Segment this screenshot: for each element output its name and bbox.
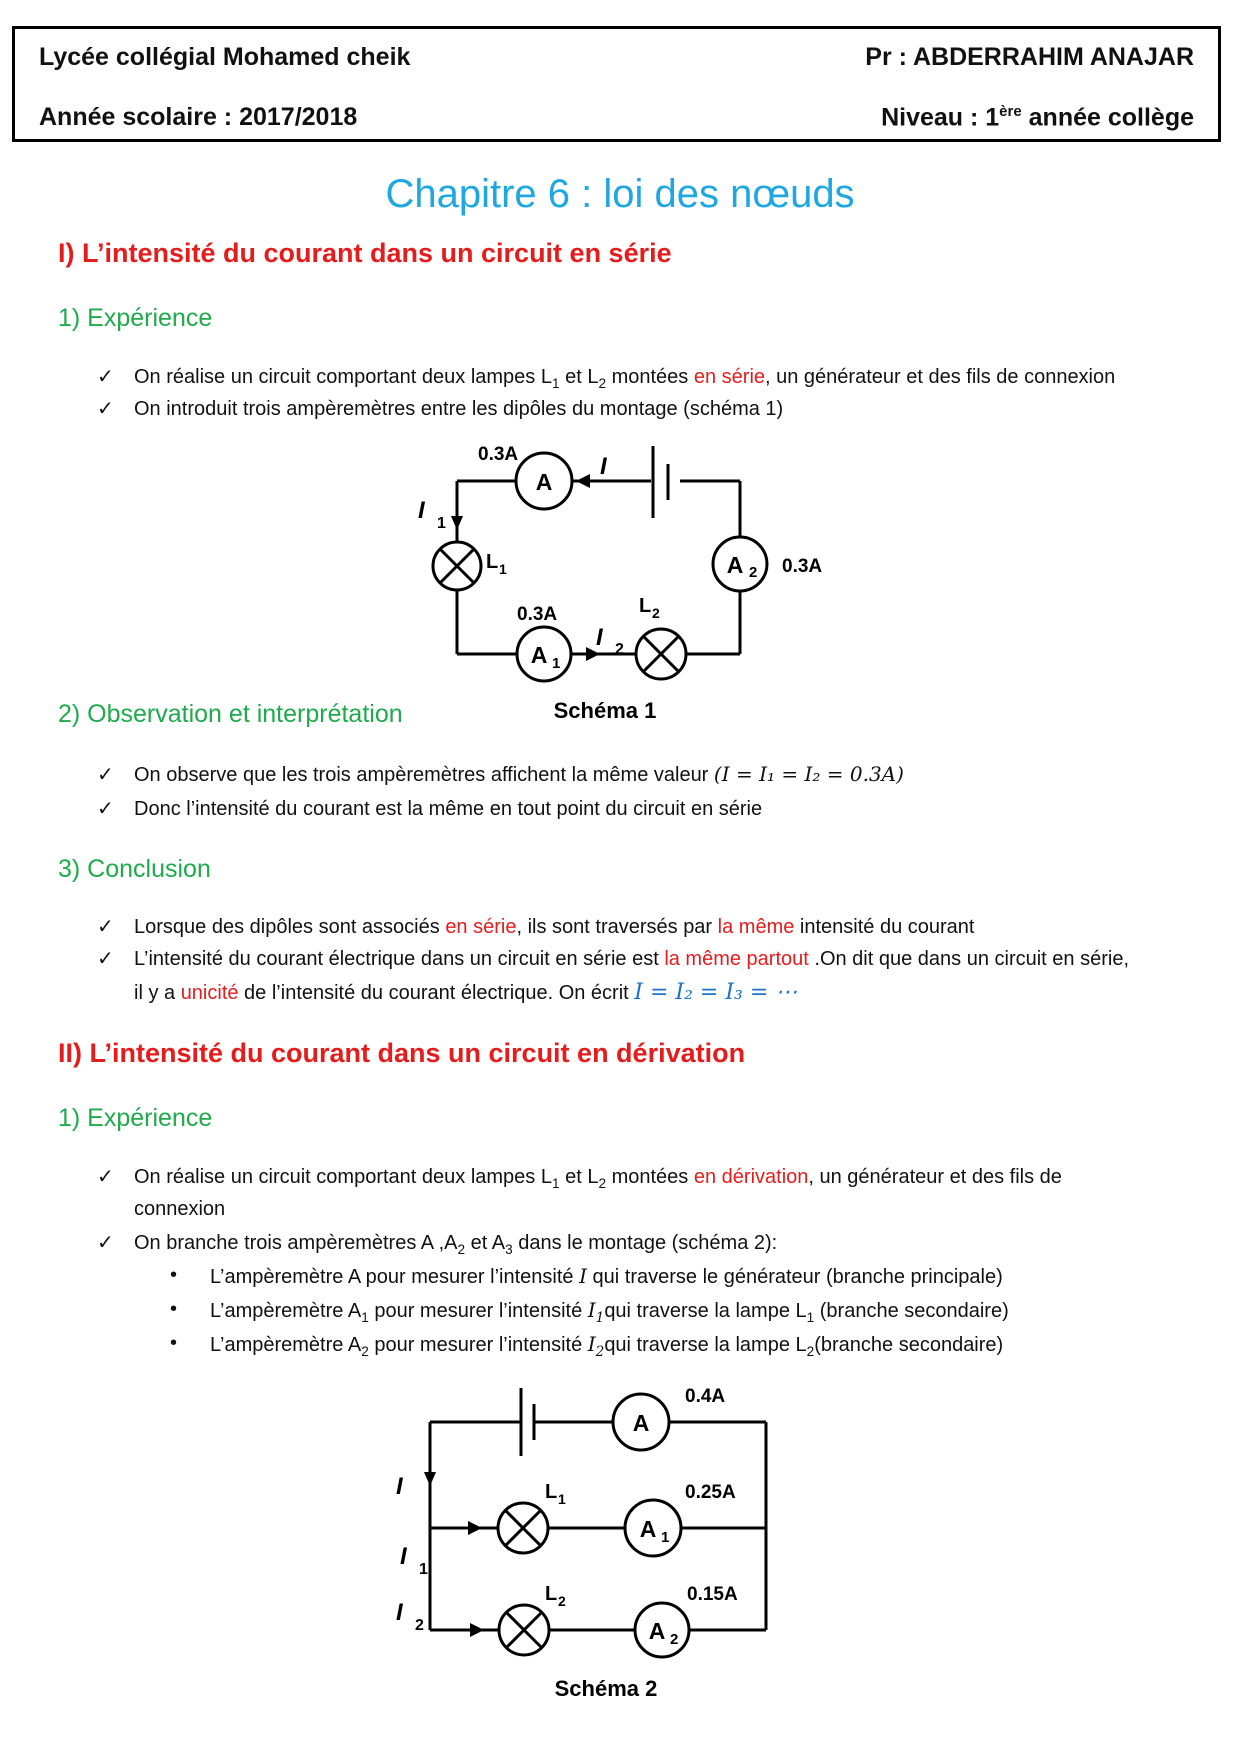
svg-text:2: 2 xyxy=(615,641,624,658)
s2-exp-line-2: On branche trois ampèremètres A $,A_2$ et $A_3$ dans le montage (schéma 2): xyxy=(134,1232,778,1257)
svg-text:L: L xyxy=(545,1481,558,1503)
s2-exp-line-1b: connexion xyxy=(134,1198,226,1220)
ammeter-a-value: 0.3A xyxy=(478,444,519,465)
class-level: Niveau : 1ère année collège xyxy=(881,103,1194,132)
svg-text:1: 1 xyxy=(661,1529,670,1546)
svg-text:2: 2 xyxy=(415,1617,424,1634)
schema-2-caption: Schéma 2 xyxy=(554,1676,658,1701)
svg-text:2: 2 xyxy=(749,564,758,581)
s2-exp-line-1: On réalise un circuit comportant deux lampes $L_1$ et $L_2$ montées en dérivation, un générateur et des fils de xyxy=(134,1166,1062,1191)
svg-text:1: 1 xyxy=(437,515,446,532)
section-1-observation-heading: 2) Observation et interprétation xyxy=(58,700,403,728)
header-box xyxy=(12,26,1221,142)
s1-obs-line-1: On observe que les trois ampèremètres affichent la même valeur (I = I₁ = I₂ = 0.3A) xyxy=(134,762,904,786)
current-i-label: I xyxy=(600,453,607,480)
svg-text:L: L xyxy=(639,595,652,617)
section-1-experience-heading: 1) Expérience xyxy=(58,304,213,332)
s2-bullet-1: L’ampèremètre A pour mesurer l’intensité I qui traverse le générateur (branche principale) xyxy=(210,1264,1003,1288)
arrow-icon xyxy=(424,1472,436,1486)
check-icon: ✓ xyxy=(97,764,114,786)
s2-bullet-3: L’ampèremètre $A_2$ pour mesurer l’intensité $I_2qui$ traverse la lampe $L_2(branche$ secondaire) xyxy=(210,1332,1004,1360)
bullet-icon: • xyxy=(170,1264,178,1286)
schema-1-circuit xyxy=(410,440,840,730)
check-icon: ✓ xyxy=(97,948,114,970)
schema-2-circuit xyxy=(390,1378,790,1708)
svg-text:2: 2 xyxy=(558,1593,566,1609)
svg-text:1: 1 xyxy=(419,1561,428,1578)
s1-exp-line-1: On réalise un circuit comportant deux lampes $L_1$ et $L_2$ montées en série, un générateur et des fils de connexion xyxy=(134,366,1116,391)
svg-text:I: I xyxy=(418,497,425,524)
svg-text:A: A xyxy=(530,642,548,668)
section-1-heading: I) L’intensité du courant dans un circuit en série xyxy=(58,238,672,268)
schema-1-caption: Schéma 1 xyxy=(553,698,657,723)
lamp-l1 xyxy=(498,1503,548,1553)
check-icon: ✓ xyxy=(97,366,114,388)
check-icon: ✓ xyxy=(97,916,114,938)
lamp-l2 xyxy=(636,629,686,679)
s1-conc-line-2: L’intensité du courant électrique dans un circuit en série est la même partout .On dit que dans un circuit en série, xyxy=(134,948,1130,970)
page-title: Chapitre 6 : loi des nœuds xyxy=(385,172,855,216)
s1-conc-line-1: Lorsque des dipôles sont associés en série, ils sont traversés par la même intensité du courant xyxy=(134,916,975,938)
section-1-conclusion-heading: 3) Conclusion xyxy=(58,855,211,883)
check-icon: ✓ xyxy=(97,798,114,820)
s1-conc-line-3: il y a unicité de l’intensité du courant électrique. On écrit I = I₂ = I₃ = ⋯ xyxy=(134,980,798,1005)
ammeter-a-value: 0.4A xyxy=(685,1386,726,1407)
check-icon: ✓ xyxy=(97,398,114,420)
svg-text:A: A xyxy=(632,1410,650,1436)
svg-text:A: A xyxy=(648,1618,666,1644)
arrow-icon xyxy=(576,474,590,488)
ammeter-a2-value: 0.3A xyxy=(782,556,823,577)
ammeter-a2-value: 0.15A xyxy=(687,1584,738,1605)
s1-exp-line-2: On introduit trois ampèremètres entre les dipôles du montage (schéma 1) xyxy=(134,398,784,420)
s2-bullet-2: L’ampèremètre $A_1$ pour mesurer l’intensité $I_1qui$ traverse la lampe $L_1$ (branche secondaire) xyxy=(210,1298,1009,1326)
svg-text:1: 1 xyxy=(552,655,561,672)
svg-text:A: A xyxy=(639,1516,657,1542)
arrow-icon xyxy=(470,1623,484,1637)
svg-text:I: I xyxy=(396,1599,403,1626)
svg-text:2: 2 xyxy=(670,1631,679,1648)
lamp-l1 xyxy=(433,542,481,590)
check-icon: ✓ xyxy=(97,1166,114,1188)
svg-text:I: I xyxy=(596,624,603,651)
lamp-l2 xyxy=(499,1605,549,1655)
svg-text:I: I xyxy=(400,1543,407,1570)
svg-text:I: I xyxy=(396,1473,403,1500)
section-2-heading: II) L’intensité du courant dans un circuit en dérivation xyxy=(58,1038,746,1068)
ammeter-a-label: A xyxy=(535,469,553,495)
svg-text:1: 1 xyxy=(558,1491,566,1507)
bullet-icon: • xyxy=(170,1298,178,1320)
school-name: Lycée collégial Mohamed cheik xyxy=(39,43,411,71)
teacher-name: Pr : ABDERRAHIM ANAJAR xyxy=(865,43,1194,71)
s1-obs-line-2: Donc l’intensité du courant est la même en tout point du circuit en série xyxy=(134,798,763,820)
bullet-icon: • xyxy=(170,1332,178,1354)
school-year: Année scolaire : 2017/2018 xyxy=(39,103,358,131)
svg-text:A: A xyxy=(726,552,744,578)
ammeter-a1-value: 0.25A xyxy=(685,1482,736,1503)
svg-text:L: L xyxy=(486,551,499,573)
ammeter-a1-value: 0.3A xyxy=(517,604,558,625)
svg-text:2: 2 xyxy=(652,605,660,621)
section-2-experience-heading: 1) Expérience xyxy=(58,1104,213,1132)
arrow-icon xyxy=(468,1521,482,1535)
check-icon: ✓ xyxy=(97,1232,114,1254)
svg-text:L: L xyxy=(545,1583,558,1605)
svg-text:1: 1 xyxy=(499,561,507,577)
arrow-icon xyxy=(451,516,463,530)
